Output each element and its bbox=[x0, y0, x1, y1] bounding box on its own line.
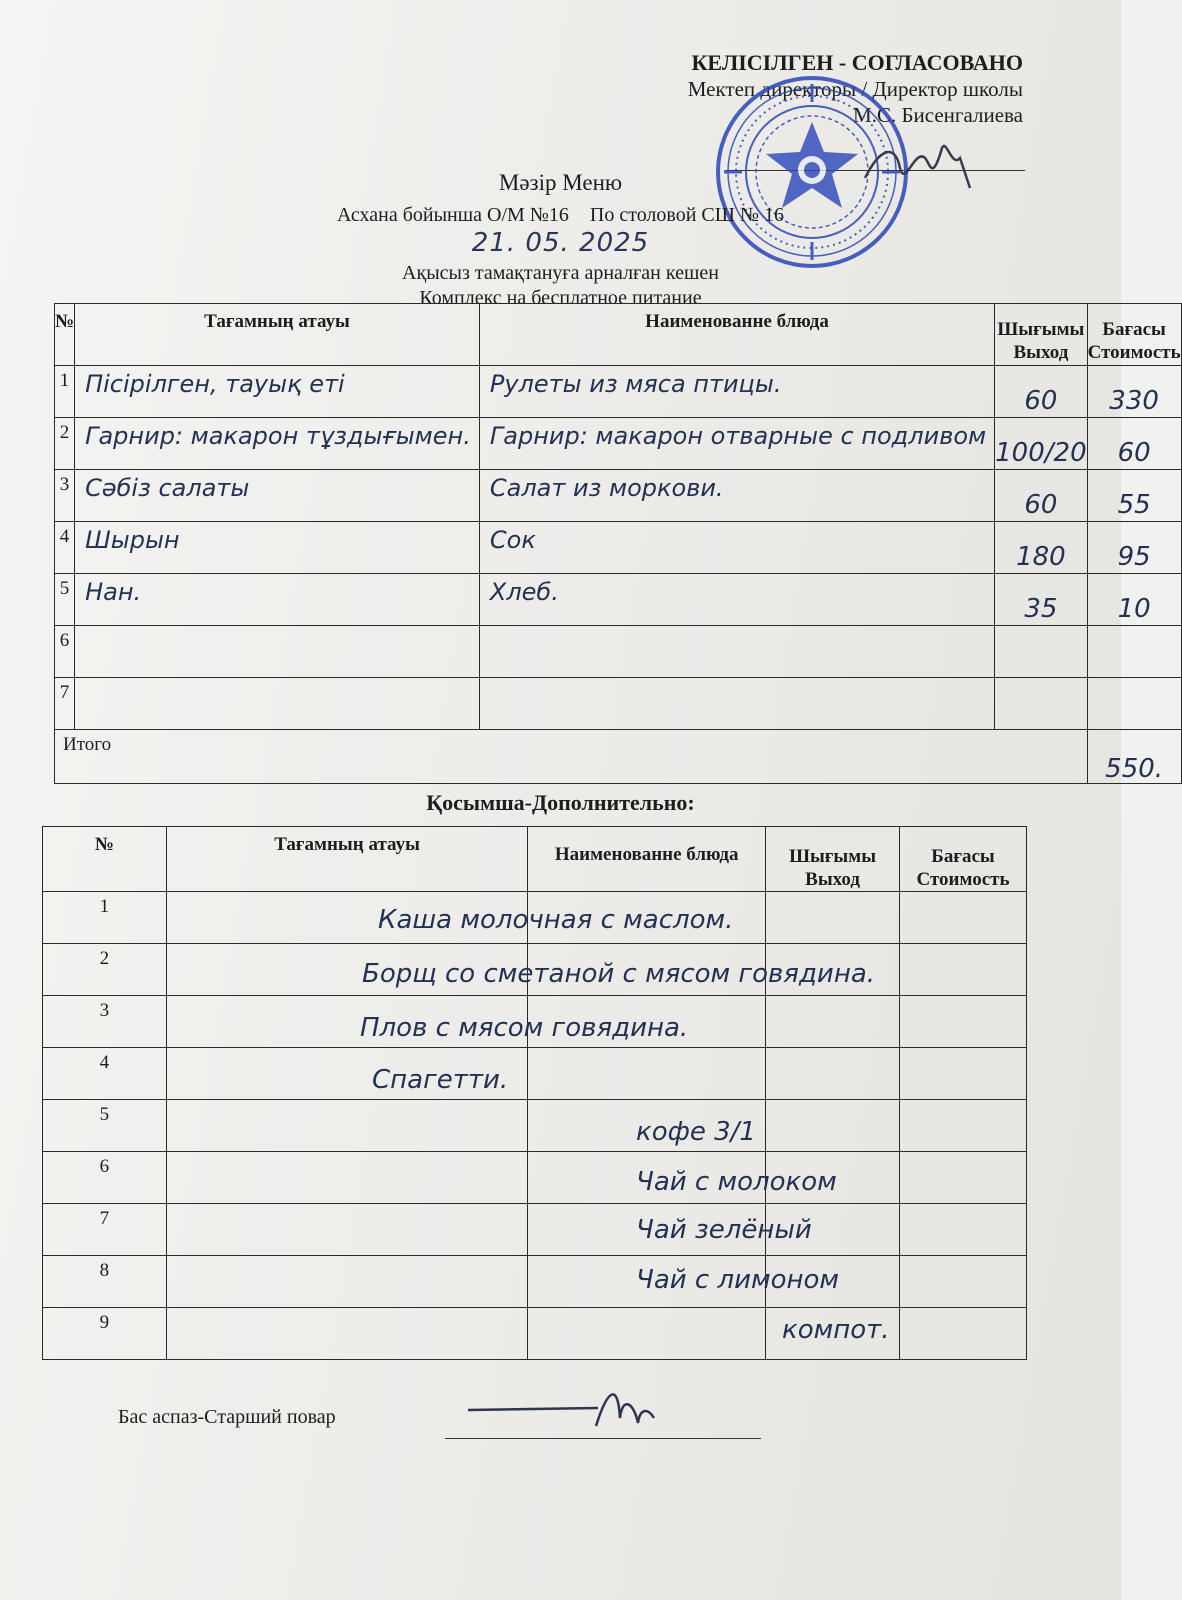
extra-price-cell bbox=[900, 1256, 1027, 1308]
extra-price-cell bbox=[900, 1204, 1027, 1256]
total-label: Итого bbox=[55, 730, 1088, 784]
col-yield: Шығымы Выход bbox=[995, 304, 1087, 366]
extra-name-kz-cell bbox=[166, 1204, 528, 1256]
extra-price-cell bbox=[900, 1308, 1027, 1360]
table-row bbox=[43, 1256, 1027, 1308]
table-row bbox=[55, 626, 1182, 678]
row-num: 6 bbox=[43, 1152, 167, 1204]
total-value: 550. bbox=[1087, 730, 1181, 784]
total-row bbox=[55, 730, 1182, 784]
dish-yield bbox=[995, 678, 1087, 730]
complex-title-ru: Комплекс на бесплатное питание bbox=[419, 287, 702, 309]
extra-price-cell bbox=[900, 892, 1027, 944]
extra-yield-cell bbox=[766, 1048, 900, 1100]
main-table-header bbox=[55, 304, 1182, 366]
table-row bbox=[55, 366, 1182, 418]
row-num: 7 bbox=[55, 678, 75, 730]
extra-col-price: Бағасы Стоимость bbox=[900, 827, 1027, 892]
dish-name-ru: Салат из моркови. bbox=[479, 470, 994, 522]
extra-item: Чай зелёный bbox=[636, 1215, 812, 1245]
extra-col-num: № bbox=[43, 827, 167, 892]
chef-signature-line bbox=[445, 1438, 761, 1439]
page-subtitle bbox=[0, 204, 1121, 227]
table-row bbox=[55, 418, 1182, 470]
extra-item: Чай с лимоном bbox=[636, 1265, 840, 1295]
dish-name-kz: Шырын bbox=[75, 522, 480, 574]
dish-yield: 100/20 bbox=[995, 418, 1087, 470]
dish-name-ru: Сок bbox=[479, 522, 994, 574]
extra-name-kz-cell bbox=[166, 1152, 528, 1204]
extra-item: Борщ со сметаной с мясом говядина. bbox=[362, 959, 876, 989]
dish-yield bbox=[995, 626, 1087, 678]
approval-position: Мектеп директоры / Директор школы bbox=[687, 77, 1023, 101]
table-row bbox=[55, 678, 1182, 730]
dish-name-ru bbox=[479, 626, 994, 678]
dish-name-kz bbox=[75, 626, 480, 678]
row-num: 7 bbox=[43, 1204, 167, 1256]
extra-name-kz-cell bbox=[166, 1100, 528, 1152]
extra-price-cell bbox=[900, 944, 1027, 996]
extra-item: Плов с мясом говядина. bbox=[360, 1013, 689, 1043]
table-row bbox=[55, 470, 1182, 522]
row-num: 5 bbox=[43, 1100, 167, 1152]
main-menu-table bbox=[54, 303, 1182, 784]
table-row bbox=[43, 1204, 1027, 1256]
table-row bbox=[43, 1100, 1027, 1152]
dish-name-kz: Нан. bbox=[75, 574, 480, 626]
row-num: 5 bbox=[55, 574, 75, 626]
row-num: 6 bbox=[55, 626, 75, 678]
extra-price-cell bbox=[900, 996, 1027, 1048]
col-price: Бағасы Стоимость bbox=[1087, 304, 1181, 366]
table-row bbox=[55, 522, 1182, 574]
row-num: 4 bbox=[55, 522, 75, 574]
extra-name-ru-cell bbox=[528, 1048, 766, 1100]
extra-yield-cell bbox=[766, 1100, 900, 1152]
dish-name-kz: Гарнир: макарон тұздығымен. bbox=[75, 418, 480, 470]
extra-col-name-kz: Тағамның атауы bbox=[166, 827, 528, 892]
table-row bbox=[43, 1048, 1027, 1100]
dish-name-ru: Рулеты из мяса птицы. bbox=[479, 366, 994, 418]
extra-price-cell bbox=[900, 1152, 1027, 1204]
dish-name-ru: Гарнир: макарон отварные с подливом bbox=[479, 418, 994, 470]
col-num: № bbox=[55, 304, 75, 366]
row-num: 2 bbox=[43, 944, 167, 996]
row-num: 8 bbox=[43, 1256, 167, 1308]
dish-yield: 180 bbox=[995, 522, 1087, 574]
row-num: 9 bbox=[43, 1308, 167, 1360]
extra-item: кофе 3/1 bbox=[636, 1117, 756, 1147]
row-num: 2 bbox=[55, 418, 75, 470]
dish-name-kz: Сәбіз салаты bbox=[75, 470, 480, 522]
complex-title-kz: Ақысыз тамақтануға арналған кешен bbox=[402, 262, 719, 284]
extra-section-title: Қосымша-Дополнительно: bbox=[426, 790, 695, 815]
subtitle-kz: Асхана бойынша О/М №16 bbox=[336, 204, 569, 226]
approval-heading: КЕЛІСІЛГЕН - СОГЛАСОВАНО bbox=[691, 50, 1023, 75]
extra-price-cell bbox=[900, 1100, 1027, 1152]
row-num: 4 bbox=[43, 1048, 167, 1100]
extra-yield-cell bbox=[766, 996, 900, 1048]
dish-price: 95 bbox=[1087, 522, 1181, 574]
row-num: 3 bbox=[55, 470, 75, 522]
menu-date: 21. 05. 2025 bbox=[471, 228, 650, 258]
row-num: 1 bbox=[43, 892, 167, 944]
extra-col-yield: Шығымы Выход bbox=[766, 827, 900, 892]
table-row bbox=[43, 1152, 1027, 1204]
extra-item: компот. bbox=[782, 1315, 890, 1345]
dish-name-kz bbox=[75, 678, 480, 730]
dish-price bbox=[1087, 626, 1181, 678]
dish-price: 330 bbox=[1087, 366, 1181, 418]
col-name-kz: Тағамның атауы bbox=[75, 304, 480, 366]
dish-price bbox=[1087, 678, 1181, 730]
page-title: Мәзір Меню bbox=[498, 170, 623, 195]
col-name-ru: Наименованне блюда bbox=[479, 304, 994, 366]
dish-price: 60 bbox=[1087, 418, 1181, 470]
dish-price: 55 bbox=[1087, 470, 1181, 522]
chef-label: Бас аспаз-Старший повар bbox=[118, 1406, 336, 1428]
extra-item: Каша молочная с маслом. bbox=[378, 905, 734, 935]
dish-name-kz: Пісірілген, тауық еті bbox=[75, 366, 480, 418]
dish-name-ru: Хлеб. bbox=[479, 574, 994, 626]
row-num: 3 bbox=[43, 996, 167, 1048]
chef-signature-icon bbox=[468, 1378, 668, 1438]
extra-name-kz-cell bbox=[166, 1256, 528, 1308]
extra-yield-cell bbox=[766, 892, 900, 944]
extra-name-kz-cell bbox=[166, 1308, 528, 1360]
extra-name-ru-cell bbox=[528, 1308, 766, 1360]
dish-price: 10 bbox=[1087, 574, 1181, 626]
extra-item: Чай с молоком bbox=[636, 1167, 837, 1197]
dish-name-ru bbox=[479, 678, 994, 730]
subtitle-ru: По столовой СШ № 16 bbox=[589, 204, 785, 226]
dish-yield: 60 bbox=[995, 366, 1087, 418]
extra-price-cell bbox=[900, 1048, 1027, 1100]
dish-yield: 60 bbox=[995, 470, 1087, 522]
dish-yield: 35 bbox=[995, 574, 1087, 626]
extra-item: Спагетти. bbox=[372, 1065, 509, 1095]
extra-col-name-ru: Наименованне блюда bbox=[528, 827, 766, 892]
row-num: 1 bbox=[55, 366, 75, 418]
extra-table-header bbox=[43, 827, 1027, 892]
approval-name: М.С. Бисенгалиева bbox=[853, 103, 1023, 127]
table-row bbox=[55, 574, 1182, 626]
